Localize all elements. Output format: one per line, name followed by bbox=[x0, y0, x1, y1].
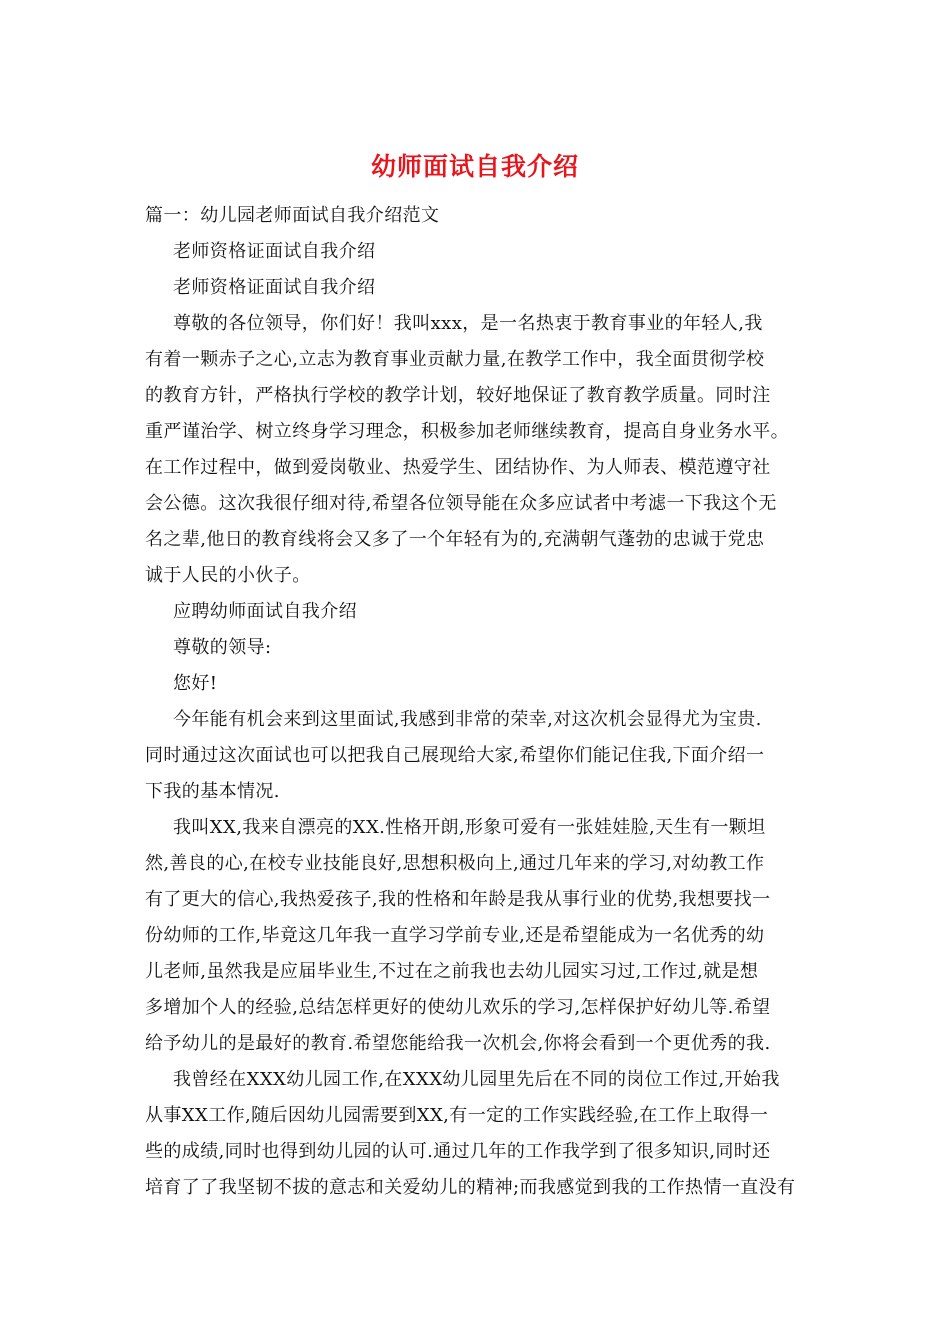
paragraph-line: 然,善良的心,在校专业技能良好,思想积极向上,通过几年来的学习,对幼教工作 bbox=[145, 853, 765, 874]
paragraph-line: 些的成绩,同时也得到幼儿园的认可.通过几年的工作我学到了很多知识,同时还 bbox=[145, 1141, 771, 1162]
paragraph-line: 在工作过程中，做到爱岗敬业、热爱学生、团结协作、为人师表、模范遵守社 bbox=[145, 457, 771, 478]
paragraph-line: 我叫XX,我来自漂亮的XX.性格开朗,形象可爱有一张娃娃脸,天生有一颗坦 bbox=[173, 817, 766, 838]
greeting: 您好! bbox=[173, 673, 218, 694]
paragraph-line: 份幼师的工作,毕竟这几年我一直学习学前专业,还是希望能成为一名优秀的幼 bbox=[145, 925, 765, 946]
paragraph-line: 会公德。这次我很仔细对待,希望各位领导能在众多应试者中考滤一下我这个无 bbox=[145, 493, 777, 514]
paragraph-line: 培育了了我坚韧不拔的意志和关爱幼儿的精神;而我感觉到我的工作热情一直没有 bbox=[145, 1177, 796, 1198]
paragraph-line: 有着一颗赤子之心,立志为教育事业贡献力量,在教学工作中，我全面贯彻学校 bbox=[145, 349, 765, 370]
paragraph-line: 有了更大的信心,我热爱孩子,我的性格和年龄是我从事行业的优势,我想要找一 bbox=[145, 889, 771, 910]
paragraph-line: 今年能有机会来到这里面试,我感到非常的荣幸,对这次机会显得尤为宝贵. bbox=[173, 709, 762, 730]
subheading: 老师资格证面试自我介绍 bbox=[173, 277, 376, 298]
paragraph-line: 的教育方针，严格执行学校的教学计划，较好地保证了教育教学质量。同时注 bbox=[145, 385, 771, 406]
paragraph-line: 儿老师,虽然我是应届毕业生,不过在之前我也去幼儿园实习过,工作过,就是想 bbox=[145, 961, 759, 982]
paragraph-line: 我曾经在XXX幼儿园工作,在XXX幼儿园里先后在不同的岗位工作过,开始我 bbox=[173, 1069, 780, 1090]
paragraph-line: 尊敬的各位领导，你们好！我叫xxx，是一名热衷于教育事业的年轻人,我 bbox=[173, 313, 763, 334]
paragraph-line: 下我的基本情况. bbox=[145, 781, 280, 802]
document-body bbox=[145, 198, 810, 1206]
paragraph-line: 诚于人民的小伙子。 bbox=[145, 565, 311, 586]
paragraph-line: 多增加个人的经验,总结怎样更好的使幼儿欢乐的学习,怎样保护好幼儿等.希望 bbox=[145, 997, 771, 1018]
section-heading: 篇一：幼儿园老师面试自我介绍范文 bbox=[145, 205, 440, 226]
paragraph-line: 给予幼儿的是最好的教育.希望您能给我一次机会,你将会看到一个更优秀的我. bbox=[145, 1033, 771, 1054]
document-title: 幼师面试自我介绍 bbox=[370, 152, 579, 181]
paragraph-line: 名之辈,他日的教育线将会又多了一个年轻有为的,充满朝气蓬勃的忠诚于党忠 bbox=[145, 529, 765, 550]
paragraph-line: 同时通过这次面试也可以把我自己展现给大家,希望你们能记住我,下面介绍一 bbox=[145, 745, 765, 766]
paragraph-line: 从事XX工作,随后因幼儿园需要到XX,有一定的工作实践经验,在工作上取得一 bbox=[145, 1105, 769, 1126]
salutation: 尊敬的领导: bbox=[173, 637, 272, 658]
subheading: 应聘幼师面试自我介绍 bbox=[173, 601, 357, 622]
paragraph-line: 重严谨治学、树立终身学习理念，积极参加老师继续教育，提高自身业务水平。 bbox=[145, 421, 789, 442]
subheading: 老师资格证面试自我介绍 bbox=[173, 241, 376, 262]
